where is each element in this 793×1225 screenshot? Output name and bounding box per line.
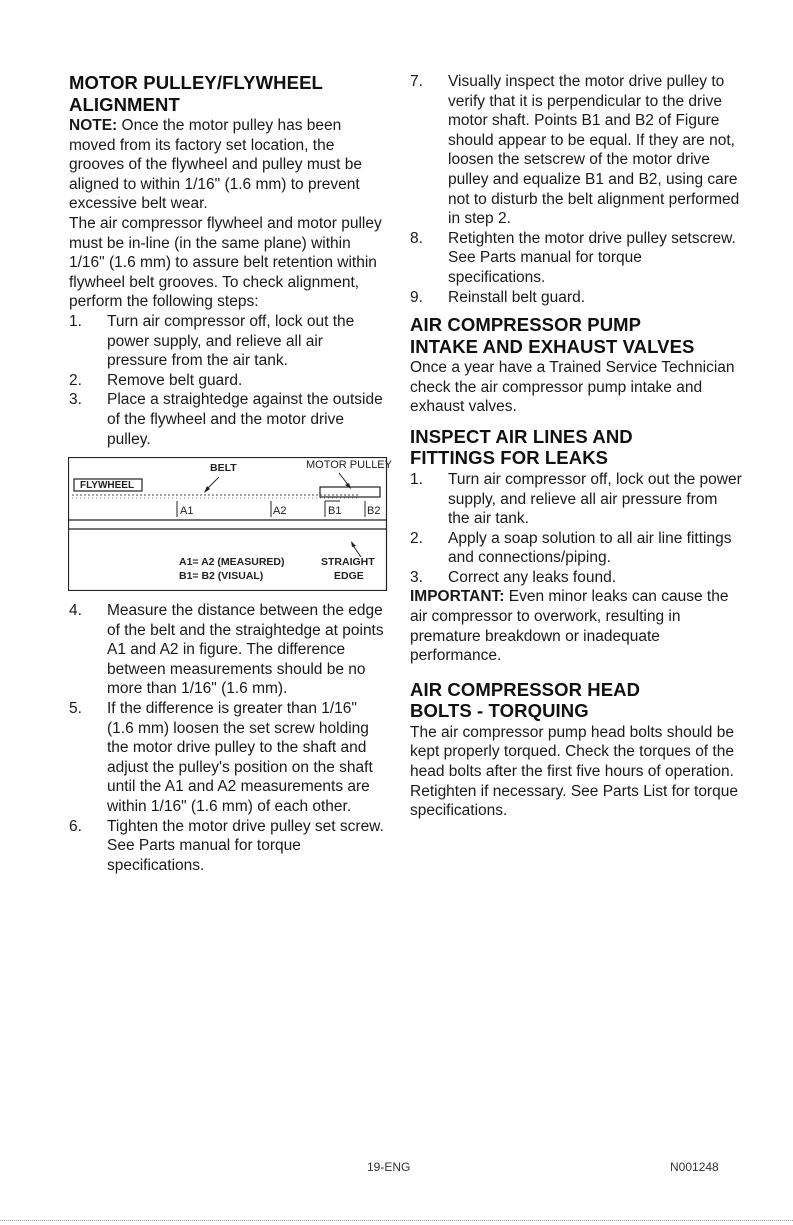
a2-label: A2 bbox=[273, 505, 287, 518]
a1-label: A1 bbox=[180, 505, 194, 518]
heading-pump-valves: AIR COMPRESSOR PUMP INTAKE AND EXHAUST VALVES bbox=[410, 314, 695, 357]
b1-label: B1 bbox=[328, 505, 342, 518]
page-bottom-edge bbox=[0, 1220, 793, 1221]
steps-list-d bbox=[410, 470, 742, 588]
straight-label: STRAIGHT bbox=[321, 556, 375, 569]
flywheel-label: FLYWHEEL bbox=[80, 480, 135, 492]
important-paragraph bbox=[410, 587, 742, 665]
heading-head-bolts: AIR COMPRESSOR HEAD BOLTS - TORQUING bbox=[410, 678, 641, 722]
list-item: 2. Remove belt guard. bbox=[69, 371, 243, 389]
list-item: 4. Measure the distance between the edge of the belt and the straightedge at points A1 and A2 in figure. The difference between measurements should be no more than 1/16" (1.6 mm). bbox=[69, 602, 384, 698]
steps-list-b bbox=[69, 601, 387, 875]
note-text: Once the motor pulley has been moved from its factory set location, the grooves of the flywheel and pulley must be aligned to within 1/16" (1.6 mm) to prevent excessive belt wear. bbox=[69, 117, 362, 213]
heading-pulley-alignment: MOTOR PULLEY/FLYWHEEL ALIGNMENT bbox=[69, 72, 323, 115]
measured-equation: A1= A2 (MEASURED) bbox=[179, 556, 285, 569]
right-column bbox=[410, 72, 742, 821]
page-number: 19-ENG bbox=[367, 1160, 411, 1174]
left-column bbox=[69, 72, 392, 875]
heading-air-leaks: INSPECT AIR LINES AND FITTINGS FOR LEAKS bbox=[410, 425, 633, 469]
note-label: NOTE: bbox=[69, 117, 118, 134]
belt-label: BELT bbox=[210, 462, 237, 475]
list-item: 7. Visually inspect the motor drive pulley to verify that it is perpendicular to the drive motor shaft. Points B1 and B2 of Figure should appear to be equal. If they are not, loosen the setscrew of the motor drive pulley and equalize B1 and B2, using care not to disturb the belt alignment performed in step 2. bbox=[410, 73, 740, 228]
edge-label: EDGE bbox=[334, 570, 364, 583]
list-item: 3. Place a straightedge against the outside of the flywheel and the motor drive pulley. bbox=[69, 391, 383, 448]
steps-list-c bbox=[410, 72, 742, 307]
list-item: 9. Reinstall belt guard. bbox=[410, 288, 585, 306]
note-paragraph bbox=[69, 116, 387, 214]
important-label: IMPORTANT: bbox=[410, 588, 505, 606]
list-item: 1. Turn air compressor off, lock out the power supply, and relieve all air pressure from the air tank. bbox=[410, 470, 742, 528]
list-item: 3. Correct any leaks found. bbox=[410, 568, 617, 586]
bolts-paragraph: The air compressor pump head bolts should be kept properly torqued. Check the torques of the head bolts after the first five hours of operation. Retighten if necessary. See Parts List for torque specifications. bbox=[410, 723, 738, 820]
document-code: N001248 bbox=[670, 1160, 719, 1174]
b2-label: B2 bbox=[367, 505, 381, 518]
visual-equation: B1= B2 (VISUAL) bbox=[179, 570, 264, 583]
motor-pulley-label: MOTOR PULLEY bbox=[306, 459, 392, 472]
list-item: 5. If the difference is greater than 1/16" (1.6 mm) loosen the set screw holding the motor drive pulley to the shaft and adjust the pulley's position on the shaft until the A1 and A2 measurements are within 1/16" (1.6 mm) of each other. bbox=[69, 700, 373, 816]
list-item: 2. Apply a soap solution to all air line fittings and connections/piping. bbox=[410, 529, 732, 567]
important-text: Even minor leaks can cause the air compressor to overwork, resulting in premature breakdown or inadequate performance. bbox=[410, 588, 729, 665]
list-item: 6. Tighten the motor drive pulley set screw. See Parts manual for torque specifications. bbox=[69, 817, 384, 874]
list-item: 1. Turn air compressor off, lock out the power supply, and relieve all air pressure from the air tank. bbox=[69, 312, 355, 370]
alignment-paragraph: The air compressor flywheel and motor pulley must be in-line (in the same plane) within 1/16" (1.6 mm) to assure belt retention within flywheel belt grooves. To check alignment, perform the following steps: bbox=[69, 214, 382, 311]
alignment-figure bbox=[68, 457, 392, 591]
steps-list-a bbox=[69, 312, 387, 449]
valves-paragraph: Once a year have a Trained Service Technician check the air compressor pump intake and exhaust valves. bbox=[410, 359, 735, 416]
list-item: 8. Retighten the motor drive pulley setscrew. See Parts manual for torque specifications. bbox=[410, 229, 736, 286]
